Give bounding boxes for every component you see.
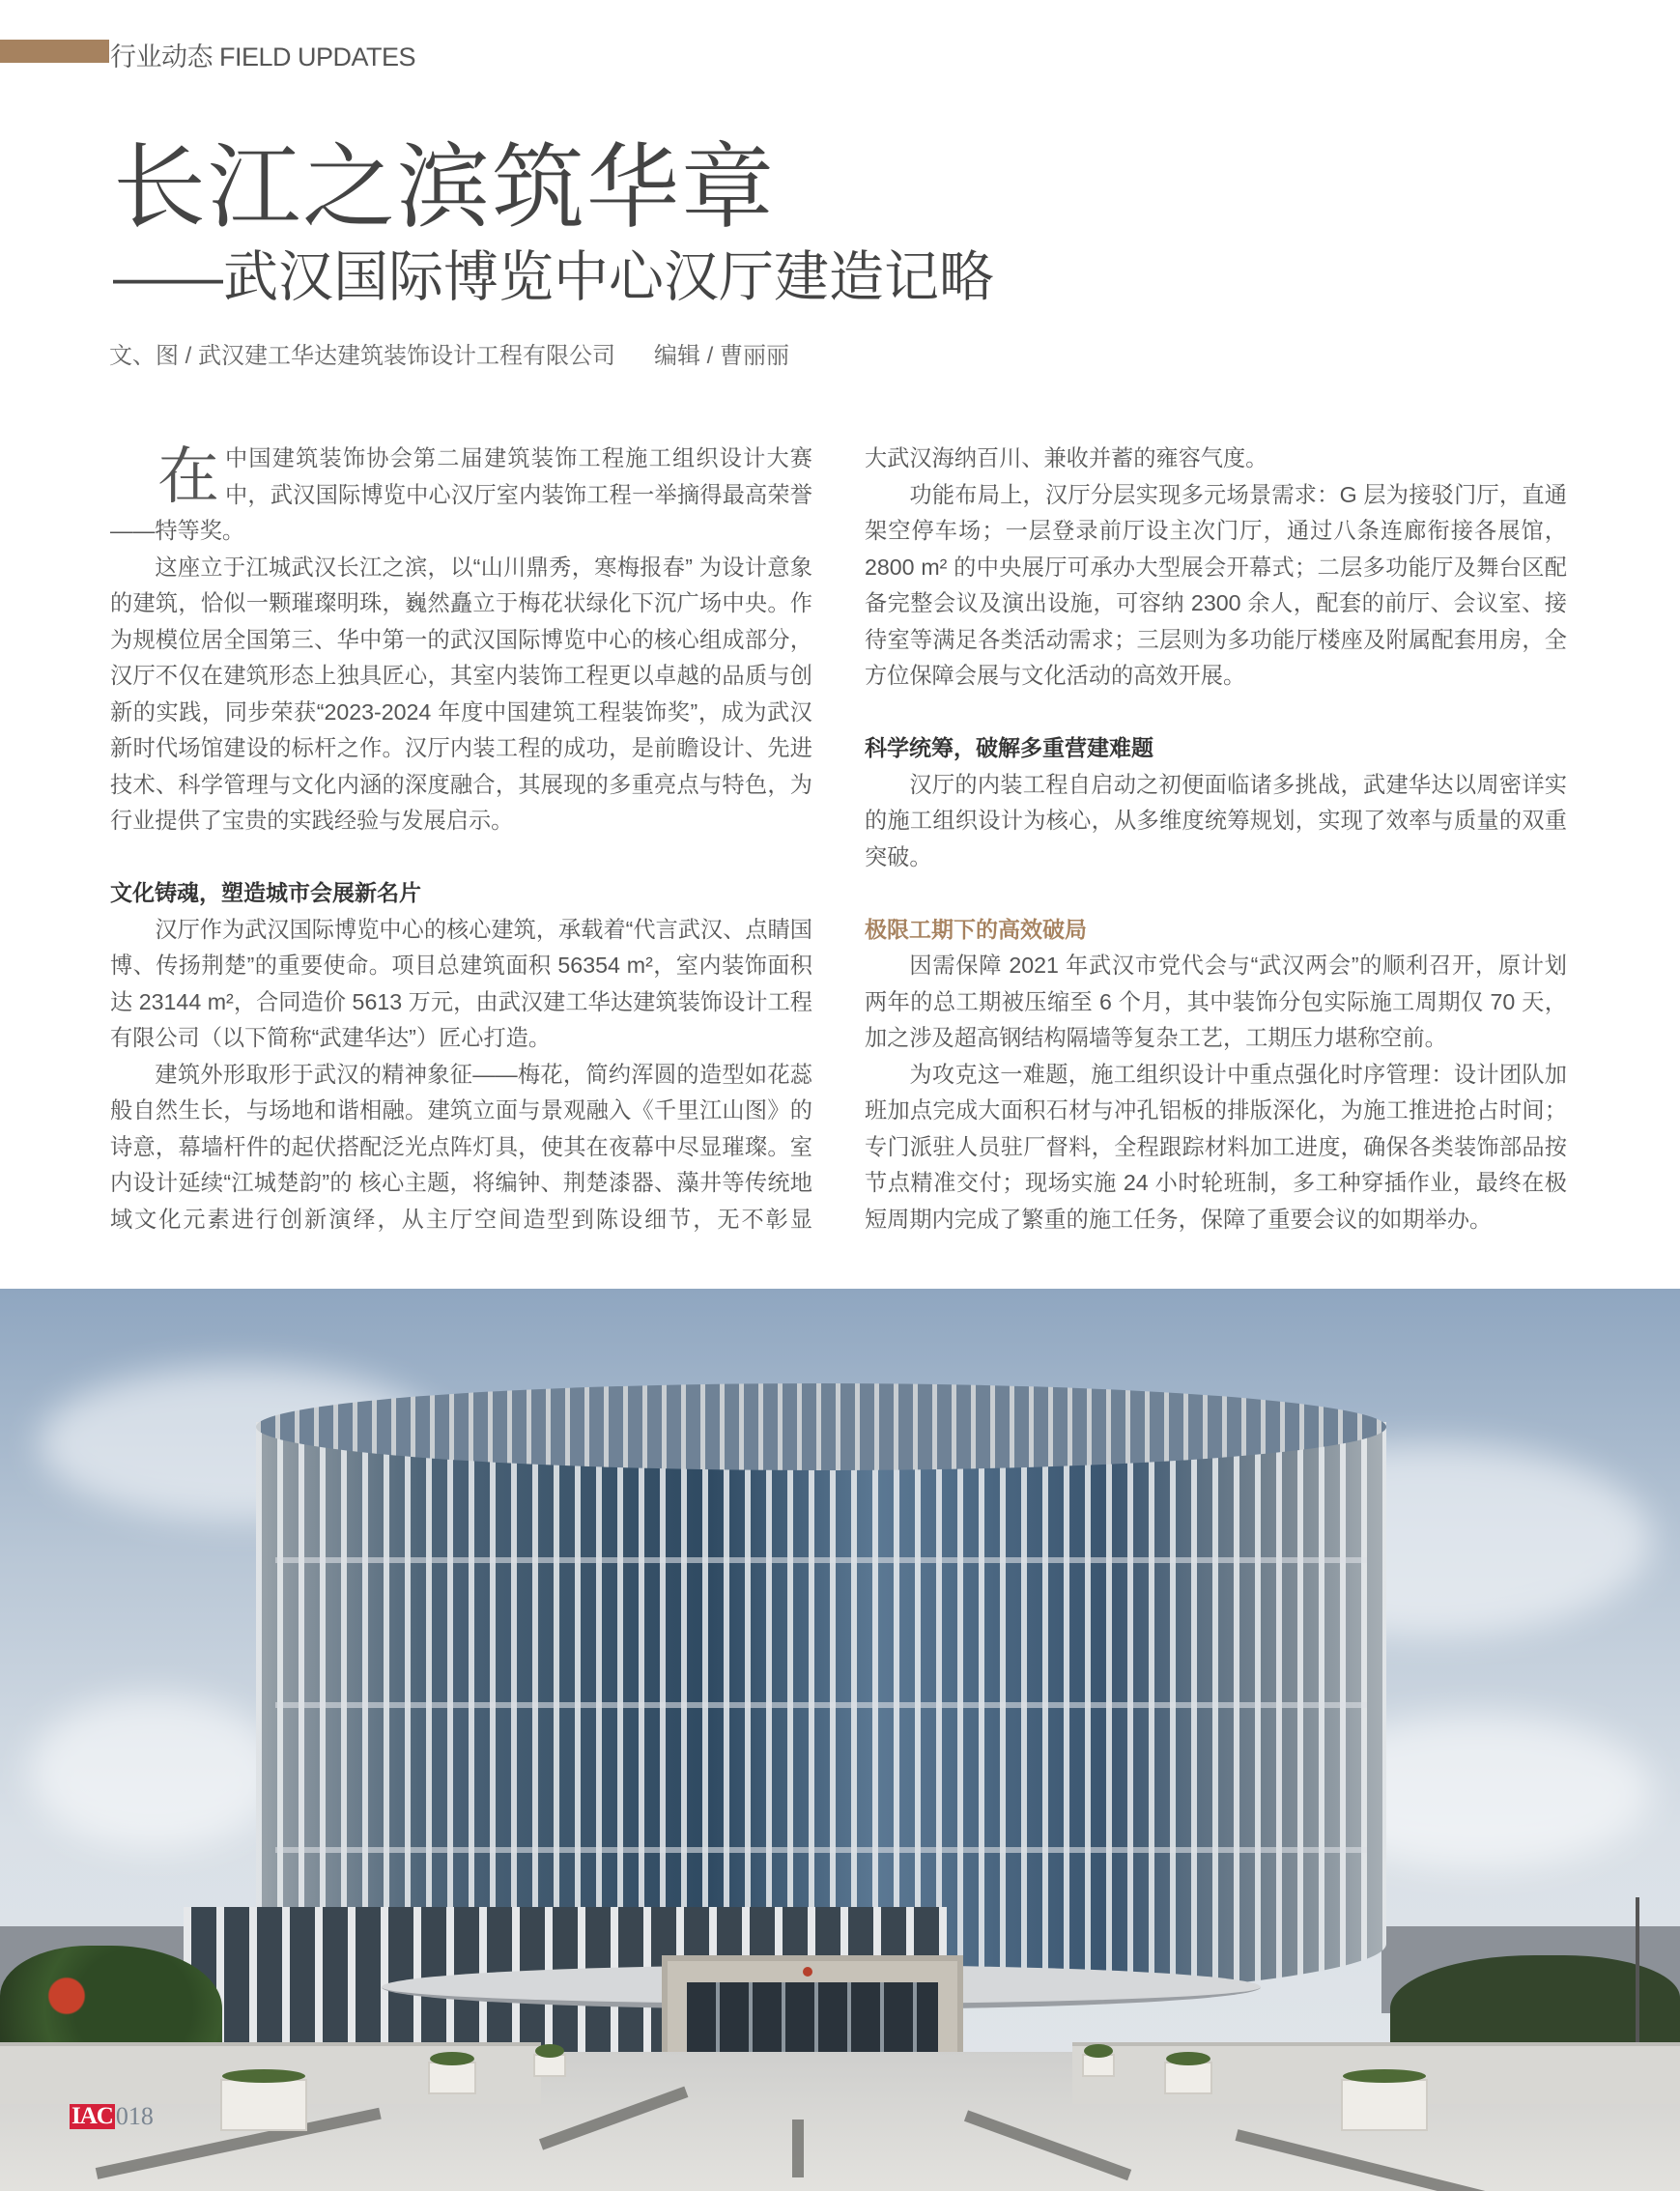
section-heading: 科学统筹，破解多重营建难题 <box>865 735 1153 760</box>
planter <box>220 2079 307 2131</box>
facade-band <box>275 1557 1367 1563</box>
page-number: 018 <box>115 2102 154 2130</box>
building-photo <box>0 1289 1680 2191</box>
planter <box>1341 2079 1428 2131</box>
section-color-bar <box>0 40 109 63</box>
body-paragraph: 这座立于江城武汉长江之滨，以“山川鼎秀，寒梅报春” 为设计意象的建筑，恰似一颗璀璨明珠，巍然矗立于梅花状绿化下沉广场中央。作为规模位居全国第三、华中第一的武汉国际博览中心的核心组成部分，汉厅不仅在建筑形态上独具匠心，其室内装饰工程更以卓越的品质与创新的实践，同步荣获“2023-2024 年度中国建筑工程装饰奖”，成为武汉新时代场馆建设的标杆之作。汉厅内装工程的成功，是前瞻设计、先进技术、科学管理与文化内涵的深度融合，其展现的多重亮点与特色，为行业提供了宝贵的实践经验与发展启示。 <box>110 554 812 833</box>
article-title: 长江之滨筑华章 <box>113 136 776 240</box>
entrance-sign <box>803 1967 812 1977</box>
intro-text: 中国建筑装饰协会第二届建筑装饰工程施工组织设计大赛中，武汉国际博览中心汉厅室内装饰工程一举摘得最高荣誉——特等奖。 <box>110 445 812 543</box>
drop-cap: 在 <box>157 441 219 511</box>
article-subtitle: ——武汉国际博览中心汉厅建造记略 <box>113 246 994 308</box>
cloud <box>29 1694 280 1849</box>
iac-logo: IAC <box>71 2103 113 2129</box>
body-paragraph: 建筑外形取形于武汉的精神象征——梅花，简约浑圆的造型如花蕊般自然生长，与场地和谐相融。建筑立面与景观融入《千里江山图》的诗意，幕墙杆件的起伏搭配泛光点阵灯具，使其在夜幕中尽显璀璨。室内设计延续“江城楚韵”的 核心主题，将编钟、荆楚漆器、藻井等传统地域文化元素进行创新演绎，从主厅空间造型到陈设细节，无不彰显 <box>110 1061 812 1232</box>
paving-stripe <box>539 2087 688 2150</box>
body-paragraph: 因需保障 2021 年武汉市党代会与“武汉两会”的顺利召开，原计划两年的总工期被压缩至 6 个月，其中装饰分包实际施工周期仅 70 天，加之涉及超高钢结构隔墙等复杂工艺，工期压力堪称空前。 <box>865 953 1567 1050</box>
facade-band <box>275 1847 1367 1853</box>
building-roof-edge <box>256 1383 1386 1470</box>
right-column <box>865 441 1567 1238</box>
planter <box>1164 2062 1212 2094</box>
body-paragraph: 汉厅的内装工程自启动之初便面临诸多挑战，武建华达以周密详实的施工组织设计为核心，从多维度统筹规划，实现了效率与质量的双重突破。 <box>865 771 1567 869</box>
paving-stripe <box>964 2110 1131 2180</box>
byline <box>109 336 789 370</box>
planter <box>428 2062 476 2094</box>
planter <box>1082 2054 1115 2077</box>
intro-paragraph <box>110 441 812 550</box>
lamp-post <box>1636 1897 1639 2062</box>
section-heading: 文化铸魂，塑造城市会展新名片 <box>110 880 421 905</box>
left-column <box>110 441 812 1238</box>
facade-band <box>275 1702 1367 1708</box>
paving-stripe <box>1236 2129 1520 2191</box>
subsection-heading: 极限工期下的高效破局 <box>865 916 1087 942</box>
byline-author: 文、图 / 武汉建工华达建筑装饰设计工程有限公司 <box>109 343 616 369</box>
byline-editor: 编辑 / 曹丽丽 <box>654 343 790 369</box>
paving-stripe <box>792 2120 804 2177</box>
body-paragraph-continued: 大武汉海纳百川、兼收并蓄的雍容气度。 <box>865 445 1268 470</box>
planter <box>533 2054 566 2077</box>
body-paragraph: 为攻克这一难题，施工组织设计中重点强化时序管理：设计团队加班加点完成大面积石材与冲孔铝板的排版深化，为施工推进抢占时间；专门派驻人员驻厂督料，全程跟踪材料加工进度，确保各类装饰部品按节点精准交付；现场实施 24 小时轮班制，多工种穿插作业，最终在极短周期内完成了繁重的施工任务，保障了重要会议的如期举办。 <box>865 1061 1567 1232</box>
magazine-logo <box>70 2104 154 2129</box>
body-paragraph: 功能布局上，汉厅分层实现多元场景需求：G 层为接驳门厅，直通架空停车场；一层登录前厅设主次门厅，通过八条连廊衔接各展馆，2800 m² 的中央展厅可承办大型展会开幕式；二层多功能厅及舞台区配备完整会议及演出设施，可容纳 2300 余人，配套的前厅、会议室、接待室等满足各类活动需求；三层则为多功能厅楼座及附属配套用房，全方位保障会展与文化活动的高效开展。 <box>865 481 1567 688</box>
section-label: 行业动态 FIELD UPDATES <box>110 43 416 71</box>
body-paragraph: 汉厅作为武汉国际博览中心的核心建筑，承载着“代言武汉、点睛国博、传扬荆楚”的重要使命。项目总建筑面积 56354 m²，室内装饰面积达 23144 m²，合同造价 5613 万元，由武汉建工华达建筑装饰设计工程有限公司（以下简称“武建华达”）匠心打造。 <box>110 916 812 1050</box>
